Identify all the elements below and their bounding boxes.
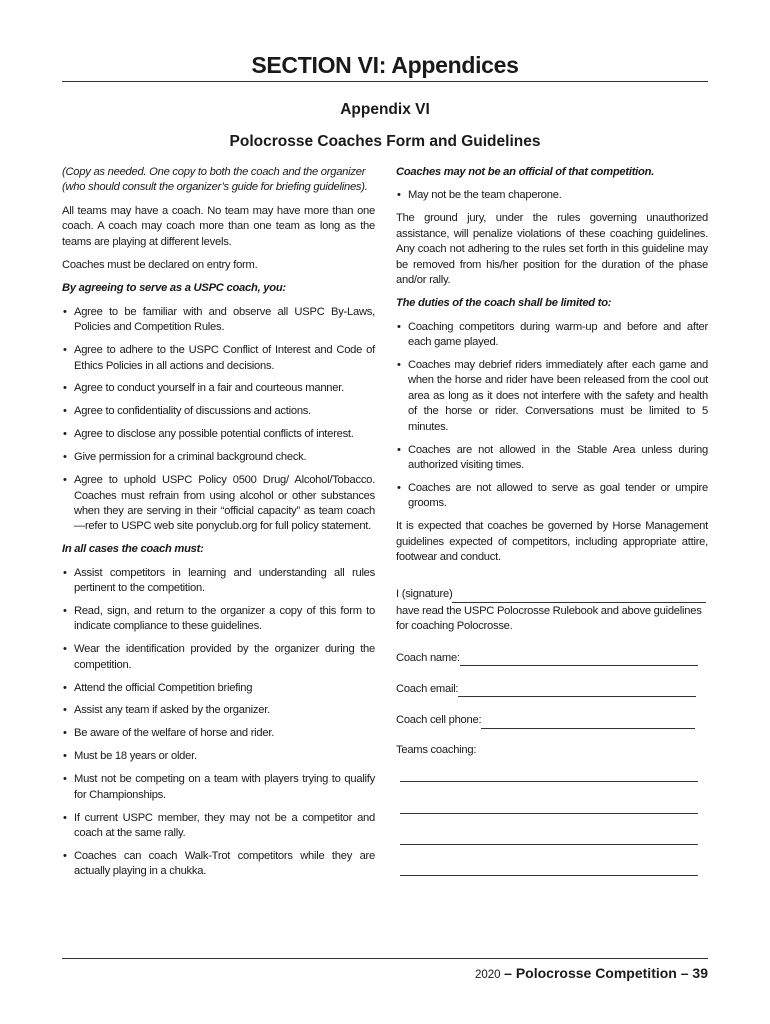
teams-coach-paragraph: All teams may have a coach. No team may have more than one coach. A coach may coach more than one team as long as the teams are playing at different levels. [62,204,375,248]
footer-year: 2020 [474,969,501,981]
left-column [62,165,375,887]
right-column [396,165,708,876]
list-item: • Give permission for a criminal background check. [63,451,307,464]
coach-email-line[interactable] [458,685,696,697]
list-item: • Assist any team if asked by the organizer. [63,704,270,717]
agree-heading: By agreeing to serve as a USPC coach, you: [62,282,286,295]
list-item: • Attend the official Competition briefing [63,681,253,694]
form-title: Polocrosse Coaches Form and Guidelines [229,133,541,150]
official-list [396,188,708,203]
list-item: • If current USPC member, they may not be a competitor and coach at the same rally. [63,811,375,839]
coach-phone-label: Coach cell phone: [396,714,482,727]
page-footer [475,965,708,981]
footer-divider [62,958,708,959]
agree-list [62,305,375,535]
must-heading: In all cases the coach must: [62,543,204,556]
coach-phone-field[interactable] [396,713,708,728]
list-item: • Coaches may debrief riders immediately after each game and when the horse and rider have been released from the cool out area as long as it does not interfere with the safety and health of the horse or rider. Conversations must be limited to 5 minutes. [397,359,708,433]
list-item: • Wear the identification provided by the organizer during the competition. [63,643,375,671]
list-item: • Coaching competitors during warm-up and before and after each game played. [397,320,708,349]
footer-title: – Polocrosse Competition – 39 [504,965,708,981]
signature-line[interactable] [452,591,706,603]
list-item: • Agree to uphold USPC Policy 0500 Drug/ Alcohol/Tobacco. Coaches must refrain from using alcohol or other substances when they are serving in their “official capacity” as team coach—refer to USPC web site ponyclub.org for full policy statement. [63,474,375,533]
must-list [62,566,375,880]
signature-statement: have read the USPC Polocrosse Rulebook and above guidelines for coaching Polocrosse. [396,604,702,633]
coach-name-label: Coach name: [396,651,460,664]
list-item: • Coaches can coach Walk-Trot competitors while they are actually playing in a chukka. [63,849,375,878]
list-item: • Must not be competing on a team with players trying to qualify for Championships. [63,773,375,801]
duties-heading: The duties of the coach shall be limited to: [396,297,612,310]
list-item: • Agree to disclose any possible potential conflicts of interest. [63,428,354,441]
coach-phone-line[interactable] [481,717,695,729]
appendix-title: Appendix VI [340,101,430,118]
team-line[interactable] [400,874,698,876]
list-item: • Assist competitors in learning and understanding all rules pertinent to the competition. [63,566,375,595]
list-item: • May not be the team chaperone. [397,189,562,202]
intro-note: (Copy as needed. One copy to both the coach and the organizer (who should consult the organizer’s guide for briefing guidelines). [62,166,368,194]
coach-email-field[interactable] [396,682,708,697]
list-item: • Be aware of the welfare of horse and rider. [63,727,275,740]
list-item: • Agree to confidentiality of discussions and actions. [63,405,311,418]
declared-paragraph: Coaches must be declared on entry form. [62,259,258,272]
list-item: • Read, sign, and return to the organizer a copy of this form to indicate compliance to these guidelines. [63,604,375,633]
teams-coaching-label: Teams coaching: [396,743,477,756]
coach-email-label: Coach email: [396,683,459,696]
list-item: • Agree to conduct yourself in a fair and courteous manner. [63,382,344,395]
list-item: • Agree to be familiar with and observe all USPC By-Laws, Policies and Competition Rules. [63,305,375,334]
list-item: • Coaches are not allowed in the Stable Area unless during authorized visiting times. [397,443,708,471]
list-item: • Coaches are not allowed to serve as goal tender or umpire grooms. [397,481,708,510]
page-header [62,52,708,151]
list-item: • Must be 18 years or older. [63,750,197,763]
ground-jury-paragraph: The ground jury, under the rules governing unauthorized assistance, will penalize violations of these coaching guidelines. Any coach not adhering to the rules set forth in this guideline may be removed from his/her position for the duration of the phase and/or rally. [396,212,708,286]
duties-list [396,320,708,512]
coach-name-field[interactable] [396,651,708,666]
signature-field[interactable] [396,587,708,602]
section-title: SECTION VI: Appendices [62,52,708,82]
coach-name-line[interactable] [460,654,698,666]
list-item: • Agree to adhere to the USPC Conflict of Interest and Code of Ethics Policies in all actions and decisions. [63,344,375,372]
official-heading: Coaches may not be an official of that competition. [396,166,655,178]
expected-paragraph: It is expected that coaches be governed by Horse Management guidelines expected of competitors, including appropriate attire, footwear and conduct. [396,520,708,564]
signature-label: I (signature) [396,588,453,601]
